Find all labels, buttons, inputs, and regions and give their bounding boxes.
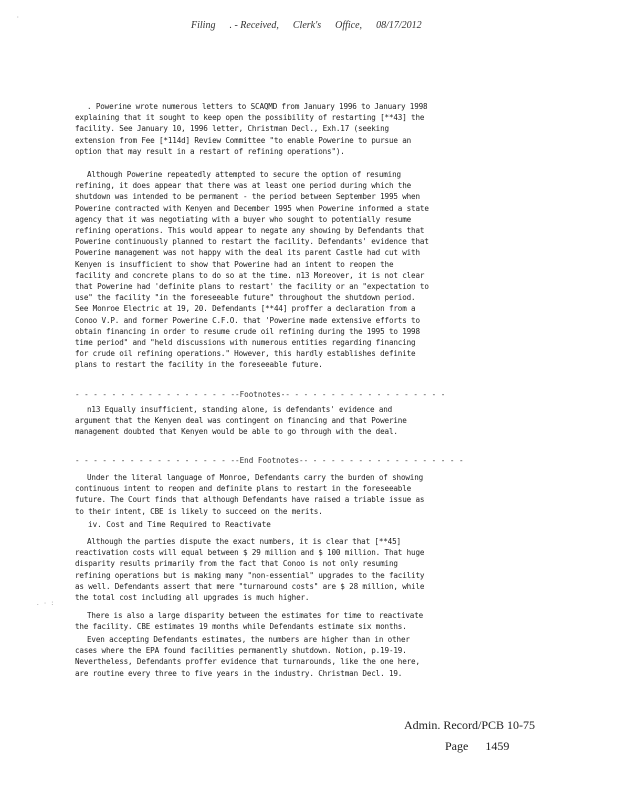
text-line: refining operations but is making many "non-essential" upgrades to the facility — [75, 570, 425, 580]
filing-stamp-header — [191, 20, 491, 31]
text-line: Powerine management was not happy with the deal its parent Castle had cut with — [75, 248, 420, 258]
text-line: facility. See January 10, 1996 letter, Christman Decl., Exh.17 (seeking — [75, 124, 389, 134]
filing-date: 08/17/2012 — [376, 20, 422, 31]
paragraph-powerine-letters — [75, 101, 515, 157]
text-line: option that may result in a restart of refining operations"). — [75, 146, 345, 156]
text-line: refining operations. This would appear to negate any showing by Defendants that — [75, 226, 425, 236]
end-footnotes-separator: - - - - - - - - - - - - - - - - - --End Footnotes-- - - - - - - - - - - - - - - - - - — [75, 456, 464, 465]
admin-record-stamp: Admin. Record/PCB 10-75 — [404, 718, 535, 732]
text-line: the total cost including all upgrades is much higher. — [75, 593, 310, 603]
text-line: continuous intent to reopen and definite plans to restart in the foreseeable — [75, 484, 412, 494]
footnotes-separator: - - - - - - - - - - - - - - - - - --Footnotes-- - - - - - - - - - - - - - - - - - — [75, 390, 446, 399]
text-line: plans to restart the facility in the foreseeable future. — [75, 360, 323, 370]
page-label: Page — [445, 739, 469, 753]
text-line: Even accepting Defendants estimates, the numbers are higher than in other — [87, 635, 410, 644]
text-line: management doubted that Kenyen would be able to go through with the deal. — [75, 427, 398, 437]
text-line: Powerine contracted with Kenyen and December 1995 when Powerine informed a state — [75, 203, 429, 213]
text-line: future. The Court finds that although Defendants have raised a triable issue as — [75, 495, 425, 505]
paragraph-time-estimates — [75, 610, 515, 632]
text-line: Nevertheless, Defendants proffer evidence that turnarounds, like the one here, — [75, 657, 420, 667]
text-line: time period" and "held discussions with numerous entities regarding financing — [75, 338, 416, 348]
paragraph-restart-intent — [75, 169, 515, 371]
filing-label: Filing — [191, 20, 216, 31]
text-line: Powerine continuously planned to restart the facility. Defendants' evidence that — [75, 237, 429, 247]
footnotes-marker: -Footnotes- — [235, 390, 286, 399]
text-line: shutdown was intended to be permanent - the period between September 1995 when — [75, 192, 420, 202]
page-number-stamp — [445, 739, 509, 754]
text-line: There is also a large disparity between the estimates for time to reactivate — [87, 611, 424, 620]
paragraph-reactivation-costs — [75, 536, 515, 603]
paragraph-turnarounds — [75, 634, 515, 679]
text-line: use" the facility "in the foreseeable future" throughout the shutdown period. — [75, 293, 416, 303]
text-line: argument that the Kenyen deal was contingent on financing and that Powerine — [75, 416, 407, 426]
text-line: obtain financing in order to resume crude oil refining during the 1995 to 1998 — [75, 326, 420, 336]
text-line: . Powerine wrote numerous letters to SCAQMD from January 1996 to January 1998 — [87, 102, 428, 111]
text-line: Although the parties dispute the exact numbers, it is clear that [**45] — [87, 537, 401, 546]
text-line: Although Powerine repeatedly attempted to secure the option of resuming — [87, 170, 401, 179]
text-line: Conoo V.P. and former Powerine C.F.O. that 'Powerine made extensive efforts to — [75, 315, 420, 325]
clerk-label: Clerk's — [292, 20, 322, 31]
text-line: disparity results primarily from the fact that Conoo is not only resuming — [75, 559, 398, 569]
text-line: are routine every three to five years in the industry. Christman Decl. 19. — [75, 668, 403, 678]
text-line: Under the literal language of Monroe, Defendants carry the burden of showing — [87, 473, 424, 482]
end-footnotes-marker: -End Footnotes- — [235, 456, 304, 465]
text-line: for crude oil refining operations." However, this hardly establishes definite — [75, 349, 416, 359]
office-label: Office, — [335, 20, 363, 31]
received-label: . - Received, — [229, 20, 279, 31]
text-line: agency that it was negotiating with a buyer who sought to potentially resume — [75, 214, 412, 224]
scan-speck: . · : — [36, 600, 55, 607]
text-line: extension from Fee [*114d] Review Committee "to enable Powerine to pursue an — [75, 135, 412, 145]
text-line: facility and concrete plans to do so at the time. n13 Moreover, it is not clear — [75, 270, 425, 280]
text-line: that Powerine had 'definite plans to restart' the facility or an "expectation to — [75, 282, 429, 292]
text-line: reactivation costs will equal between $ 29 million and $ 100 million. That huge — [75, 548, 425, 558]
text-line: explaining that it sought to keep open the possibility of restarting [**43] the — [75, 113, 425, 123]
text-line: See Monroe Electric at 19, 20. Defendants [**44] proffer a declaration from a — [75, 304, 416, 314]
text-line: cases where the EPA found facilities permanently shutdown. Notion, p.19-19. — [75, 646, 407, 656]
text-line: as well. Defendants assert that mere "turnaround costs" are $ 28 million, while — [75, 581, 425, 591]
footnote-n13 — [75, 404, 515, 438]
text-line: n13 Equally insufficient, standing alone, is defendants' evidence and — [87, 405, 393, 414]
text-line: refining, it does appear that there was at least one period during which the — [75, 181, 412, 191]
text-line: the facility. CBE estimates 19 months while Defendants estimate six months. — [75, 622, 407, 632]
paragraph-monroe-burden — [75, 472, 515, 517]
page-number: 1459 — [485, 739, 510, 753]
text-line: to their intent, CBE is likely to succeed on the merits. — [75, 506, 323, 516]
text-line: Kenyen is insufficient to show that Powerine had an intent to reopen the — [75, 259, 394, 269]
section-heading: iv. Cost and Time Required to Reactivate — [88, 520, 271, 529]
scan-speck: · — [16, 14, 20, 21]
